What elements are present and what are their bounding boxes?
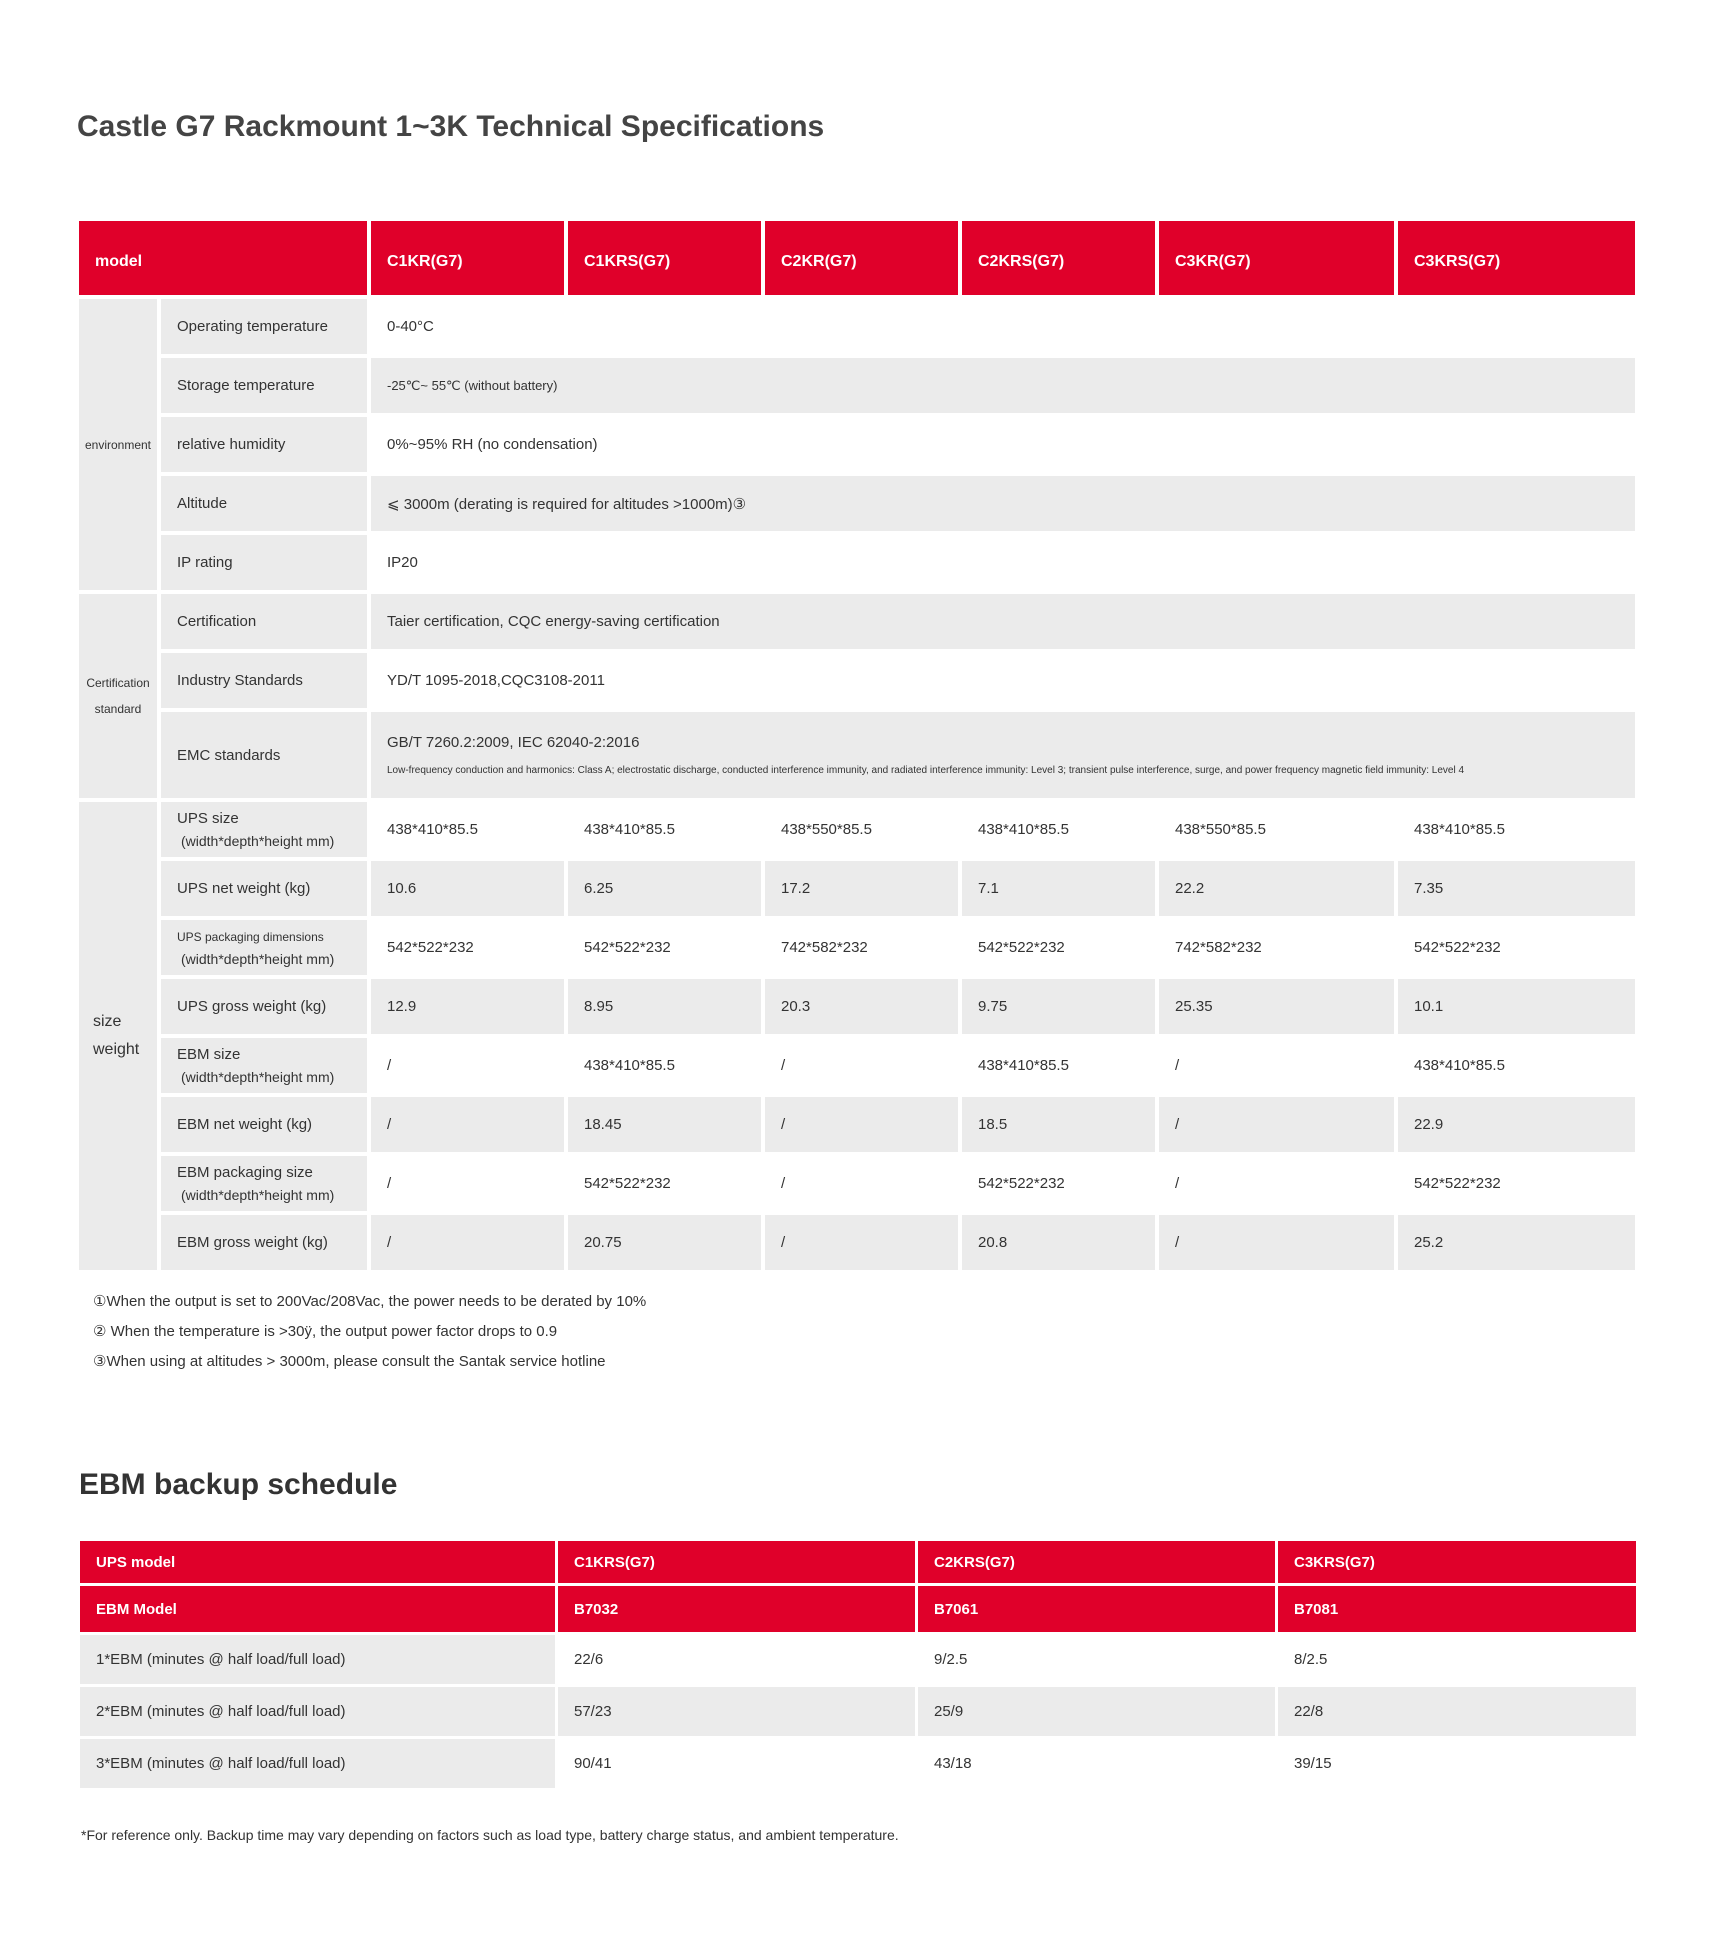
row-label: UPS packaging dimensions xyxy=(177,930,324,944)
spec-row xyxy=(79,802,1635,857)
row-label: Industry Standards xyxy=(161,653,367,708)
page-title: Castle G7 Rackmount 1~3K Technical Specifications xyxy=(77,110,825,143)
note-1: ①When the output is set to 200Vac/208Vac, the power needs to be derated by 10% xyxy=(93,1293,647,1310)
spec-row xyxy=(79,535,1635,590)
row-label: Altitude xyxy=(161,476,367,531)
cell: / xyxy=(1175,1057,1180,1074)
cell: 438*410*85.5 xyxy=(1414,821,1505,838)
cell: 542*522*232 xyxy=(978,1175,1065,1192)
note-3: ③When using at altitudes > 3000m, please consult the Santak service hotline xyxy=(93,1353,606,1370)
ebm-cell: 9/2.5 xyxy=(934,1651,968,1668)
emc-value: GB/T 7260.2:2009, IEC 62040-2:2016 xyxy=(387,734,640,751)
cell: 542*522*232 xyxy=(387,939,474,956)
row-label: IP rating xyxy=(161,535,367,590)
header-c1kr: C1KR(G7) xyxy=(371,221,564,295)
footnote: *For reference only. Backup time may vary depending on factors such as load type, battery charge status, and ambient temperature. xyxy=(81,1827,899,1843)
spec-row xyxy=(79,979,1635,1034)
cell: 438*410*85.5 xyxy=(584,1057,675,1074)
cell: 742*582*232 xyxy=(781,939,868,956)
spec-row xyxy=(79,594,1635,649)
cell: 10.1 xyxy=(1398,979,1635,1034)
cell: 542*522*232 xyxy=(584,939,671,956)
header-c3kr: C3KR(G7) xyxy=(1159,221,1394,295)
header-c1krs: C1KRS(G7) xyxy=(568,221,761,295)
row-value: IP20 xyxy=(387,554,418,571)
row-label: EBM net weight (kg) xyxy=(161,1097,367,1152)
ebm-cell: 22/8 xyxy=(1278,1687,1636,1736)
ebm-model-row xyxy=(80,1586,1636,1632)
cell: / xyxy=(765,1097,958,1152)
cell: 438*550*85.5 xyxy=(781,821,872,838)
cell: / xyxy=(765,1215,958,1270)
cell: 438*550*85.5 xyxy=(1175,821,1266,838)
emc-value-cell xyxy=(371,712,1635,798)
ebm-cell: 22/6 xyxy=(574,1651,604,1668)
ebm-cell: 90/41 xyxy=(574,1755,612,1772)
ebm-header-cell: B7081 xyxy=(1278,1586,1636,1632)
ebm-section-title: EBM backup schedule xyxy=(79,1468,398,1501)
ebm-header-cell: C1KRS(G7) xyxy=(558,1541,915,1583)
group-certification-line1: Certification xyxy=(86,676,150,690)
row-label: Certification xyxy=(161,594,367,649)
cell: / xyxy=(781,1175,786,1192)
cell: 542*522*232 xyxy=(1414,1175,1501,1192)
cell: 438*410*85.5 xyxy=(978,1057,1069,1074)
ebm-cell: 39/15 xyxy=(1294,1755,1332,1772)
ebm-header-cell: C3KRS(G7) xyxy=(1278,1541,1636,1583)
cell: 438*410*85.5 xyxy=(1414,1057,1505,1074)
group-certification xyxy=(79,594,157,798)
spec-row xyxy=(79,1156,1635,1211)
header-model: model xyxy=(79,221,367,295)
row-label: UPS gross weight (kg) xyxy=(161,979,367,1034)
group-environment: environment xyxy=(79,299,157,590)
spec-row xyxy=(79,358,1635,413)
row-value: YD/T 1095-2018,CQC3108-2011 xyxy=(387,672,605,689)
spec-row xyxy=(79,299,1635,354)
row-sublabel: (width*depth*height mm) xyxy=(181,1187,335,1203)
row-label: relative humidity xyxy=(161,417,367,472)
cell: 542*522*232 xyxy=(978,939,1065,956)
cell: 17.2 xyxy=(765,861,958,916)
cell: / xyxy=(1175,1175,1180,1192)
ebm-row xyxy=(80,1687,1636,1736)
row-label: EBM gross weight (kg) xyxy=(161,1215,367,1270)
cell: 438*410*85.5 xyxy=(978,821,1069,838)
cell: 22.9 xyxy=(1398,1097,1635,1152)
ebm-header-cell: EBM Model xyxy=(80,1586,555,1632)
spec-row xyxy=(79,1097,1635,1152)
cell: 742*582*232 xyxy=(1175,939,1262,956)
row-label-cell xyxy=(161,1038,367,1093)
cell: 10.6 xyxy=(371,861,564,916)
ebm-row-label: 3*EBM (minutes @ half load/full load) xyxy=(80,1739,555,1788)
header-c3krs: C3KRS(G7) xyxy=(1398,221,1635,295)
cell: 7.35 xyxy=(1398,861,1635,916)
row-label-cell xyxy=(161,802,367,857)
cell: 438*410*85.5 xyxy=(387,821,478,838)
spec-row xyxy=(79,653,1635,708)
spec-row xyxy=(79,861,1635,916)
ebm-cell: 43/18 xyxy=(934,1755,972,1772)
cell: 6.25 xyxy=(568,861,761,916)
ebm-header-cell: B7032 xyxy=(558,1586,915,1632)
row-label: UPS net weight (kg) xyxy=(161,861,367,916)
ebm-row-label: 1*EBM (minutes @ half load/full load) xyxy=(80,1635,555,1684)
cell: 542*522*232 xyxy=(584,1175,671,1192)
row-sublabel: (width*depth*height mm) xyxy=(181,951,335,967)
row-value: 0-40°C xyxy=(387,318,434,335)
row-value: ⩽ 3000m (derating is required for altitudes >1000m)③ xyxy=(371,476,1635,531)
spec-row xyxy=(79,1215,1635,1270)
cell: 12.9 xyxy=(371,979,564,1034)
row-label: EBM size xyxy=(177,1046,241,1063)
cell: 20.75 xyxy=(568,1215,761,1270)
notes xyxy=(93,1292,646,1382)
cell: 8.95 xyxy=(568,979,761,1034)
emc-note: Low-frequency conduction and harmonics: Class A; electrostatic discharge, conducted interference immunity, and radiated interference immunity: Level 3; transient pulse interference, surge, and power frequency magnetic field immunity: Level 4 xyxy=(387,765,1465,776)
row-label: Storage temperature xyxy=(161,358,367,413)
group-certification-line2: standard xyxy=(94,702,142,716)
ebm-cell: 25/9 xyxy=(918,1687,1275,1736)
spec-row xyxy=(79,417,1635,472)
spec-row xyxy=(79,1038,1635,1093)
row-label: UPS size xyxy=(177,810,239,827)
row-value: Taier certification, CQC energy-saving certification xyxy=(371,594,1635,649)
row-value: -25℃~ 55℃ (without battery) xyxy=(371,358,1635,413)
cell: / xyxy=(371,1097,564,1152)
group-size-line1: size xyxy=(93,1013,122,1030)
cell: 20.3 xyxy=(765,979,958,1034)
spec-row xyxy=(79,712,1635,798)
cell: / xyxy=(387,1175,392,1192)
header-c2krs: C2KRS(G7) xyxy=(962,221,1155,295)
ebm-row-label: 2*EBM (minutes @ half load/full load) xyxy=(80,1687,555,1736)
group-size-line2: weight xyxy=(93,1041,140,1058)
cell: / xyxy=(371,1215,564,1270)
cell: / xyxy=(387,1057,392,1074)
spec-row xyxy=(79,920,1635,975)
cell: 18.45 xyxy=(568,1097,761,1152)
cell: 542*522*232 xyxy=(1414,939,1501,956)
row-sublabel: (width*depth*height mm) xyxy=(181,833,335,849)
cell: / xyxy=(1159,1097,1394,1152)
cell: 7.1 xyxy=(962,861,1155,916)
cell: / xyxy=(781,1057,786,1074)
note-2: ② When the temperature is >30ÿ, the output power factor drops to 0.9 xyxy=(93,1323,558,1340)
cell: 25.2 xyxy=(1398,1215,1635,1270)
cell: 22.2 xyxy=(1159,861,1394,916)
row-label-cell xyxy=(161,920,367,975)
header-c2kr: C2KR(G7) xyxy=(765,221,958,295)
ebm-header-cell: UPS model xyxy=(80,1541,555,1583)
spec-table xyxy=(75,217,1639,1274)
ebm-row xyxy=(80,1739,1636,1788)
row-value: 0%~95% RH (no condensation) xyxy=(387,436,598,453)
row-sublabel: (width*depth*height mm) xyxy=(181,1069,335,1085)
row-label: EMC standards xyxy=(161,712,367,798)
cell: 438*410*85.5 xyxy=(584,821,675,838)
ebm-header-cell: B7061 xyxy=(918,1586,1275,1632)
spec-row xyxy=(79,476,1635,531)
ebm-table xyxy=(77,1538,1639,1791)
ebm-cell: 57/23 xyxy=(558,1687,915,1736)
cell: 20.8 xyxy=(962,1215,1155,1270)
cell: / xyxy=(1159,1215,1394,1270)
group-size-weight xyxy=(79,802,157,1270)
cell: 18.5 xyxy=(962,1097,1155,1152)
ebm-header-cell: C2KRS(G7) xyxy=(918,1541,1275,1583)
ebm-cell: 8/2.5 xyxy=(1294,1651,1328,1668)
row-label: EBM packaging size xyxy=(177,1164,313,1181)
row-label-cell xyxy=(161,1156,367,1211)
ebm-row xyxy=(80,1635,1636,1684)
spec-header-row xyxy=(79,221,1635,295)
row-label: Operating temperature xyxy=(161,299,367,354)
cell: 25.35 xyxy=(1159,979,1394,1034)
cell: 9.75 xyxy=(962,979,1155,1034)
ebm-ups-model-row xyxy=(80,1541,1636,1583)
